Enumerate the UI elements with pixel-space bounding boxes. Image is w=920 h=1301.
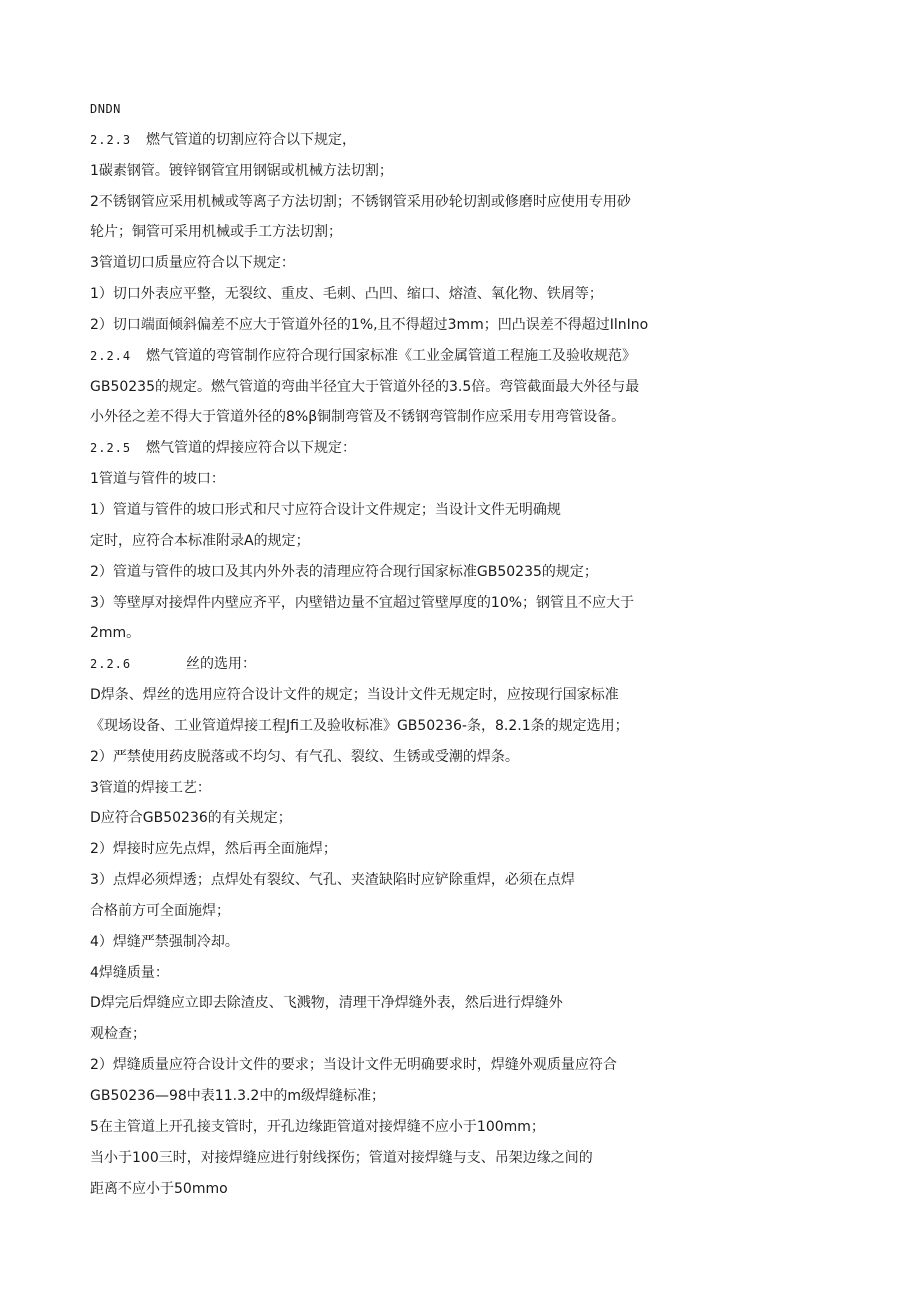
text-line: GB50236—98中表11.3.2中的m级焊缝标准； [90, 1088, 385, 1104]
text-line: 3）等壁厚对接焊件内壁应齐平，内壁错边量不宜超过管壁厚度的10%；钢管且不应大于 [90, 594, 635, 611]
text-line: 距离不应小于50mmo [90, 1180, 228, 1197]
section-title: 燃气管道的焊接应符合以下规定： [146, 440, 356, 457]
text-line: D焊完后焊缝应立即去除渣皮、飞溅物，清理干净焊缝外表，然后进行焊缝外 [90, 995, 563, 1012]
text-line: 1碳素钢管。镀锌钢管宜用钢锯或机械方法切割； [90, 162, 393, 179]
text-line: GB50235的规定。燃气管道的弯曲半径宜大于管道外径的3.5倍。弯管截面最大外径与最 [90, 378, 640, 395]
text-line: 轮片；铜管可采用机械或手工方法切割； [90, 224, 342, 241]
text-line: 小外径之差不得大于管道外径的8%β铜制弯管及不锈钢弯管制作应采用专用弯管设备。 [90, 409, 626, 426]
text-line: 5在主管道上开孔接支管时，开孔边缘距管道对接焊缝不应小于100mm； [90, 1118, 545, 1135]
text-line: 1管道与管件的坡口： [90, 471, 225, 488]
section-heading-2-2-5 [90, 433, 810, 464]
text-line: 2）焊缝质量应符合设计文件的要求；当设计文件无明确要求时，焊缝外观质量应符合 [90, 1057, 617, 1074]
document-page [90, 94, 810, 1204]
text-line: 当小于100三时，对接焊缝应进行射线探伤；管道对接焊缝与支、吊架边缘之间的 [90, 1149, 593, 1166]
text-line: 1）管道与管件的坡口形式和尺寸应符合设计文件规定；当设计文件无明确规 [90, 501, 561, 518]
text-line: 4）焊缝严禁强制冷却。 [90, 933, 239, 950]
text-line: D焊条、焊丝的选用应符合设计文件的规定；当设计文件无规定时，应按现行国家标准 [90, 687, 619, 704]
text-line: 2）严禁使用药皮脱落或不均匀、有气孔、裂纹、生锈或受潮的焊条。 [90, 748, 519, 765]
text-line: 1）切口外表应平整，无裂纹、重皮、毛刺、凸凹、缩口、熔渣、氧化物、铁屑等； [90, 286, 603, 303]
section-title: 燃气管道的切割应符合以下规定， [146, 131, 356, 148]
text-line: 3）点焊必须焊透；点焊处有裂纹、气孔、夹渣缺陷时应铲除重焊，必须在点焊 [90, 872, 575, 889]
text-line: 定时，应符合本标准附录A的规定； [90, 532, 310, 549]
text-line: DNDN [90, 102, 121, 116]
text-line: 2）焊接时应先点焊，然后再全面施焊； [90, 841, 337, 858]
section-number: 2.2.4 [90, 348, 132, 363]
text-line: 合格前方可全面施焊； [90, 902, 230, 919]
text-line: 3管道的焊接工艺： [90, 779, 211, 796]
text-line: 观检查； [90, 1026, 146, 1043]
section-number: 2.2.6 [90, 657, 132, 672]
text-line: 《现场设备、工业管道焊接工程Jfi工及验收标准》GB50236-条，8.2.1条的规定选用； [90, 717, 629, 734]
section-number: 2.2.5 [90, 441, 132, 456]
section-title: 燃气管道的弯管制作应符合现行国家标准《工业金属管道工程施工及验收规范》 [146, 347, 636, 364]
text-line: D应符合GB50236的有关规定； [90, 810, 292, 827]
section-title: 丝的选用： [186, 656, 256, 673]
text-line: 2）管道与管件的坡口及其内外外表的清理应符合现行国家标准GB50235的规定； [90, 563, 598, 580]
section-heading-2-2-3 [90, 125, 810, 156]
section-heading-2-2-4 [90, 341, 810, 372]
text-line: 4焊缝质量： [90, 964, 169, 981]
text-line: 2mm。 [90, 625, 141, 642]
section-number: 2.2.3 [90, 132, 132, 147]
text-line: 3管道切口质量应符合以下规定： [90, 255, 295, 272]
text-line: 2）切口端面倾斜偏差不应大于管道外径的1%,且不得超过3mm；凹凸误差不得超过IlnIno [90, 316, 649, 333]
section-heading-2-2-6 [90, 649, 810, 680]
text-line: 2不锈钢管应采用机械或等离子方法切割；不锈钢管采用砂轮切割或修磨时应使用专用砂 [90, 193, 631, 210]
